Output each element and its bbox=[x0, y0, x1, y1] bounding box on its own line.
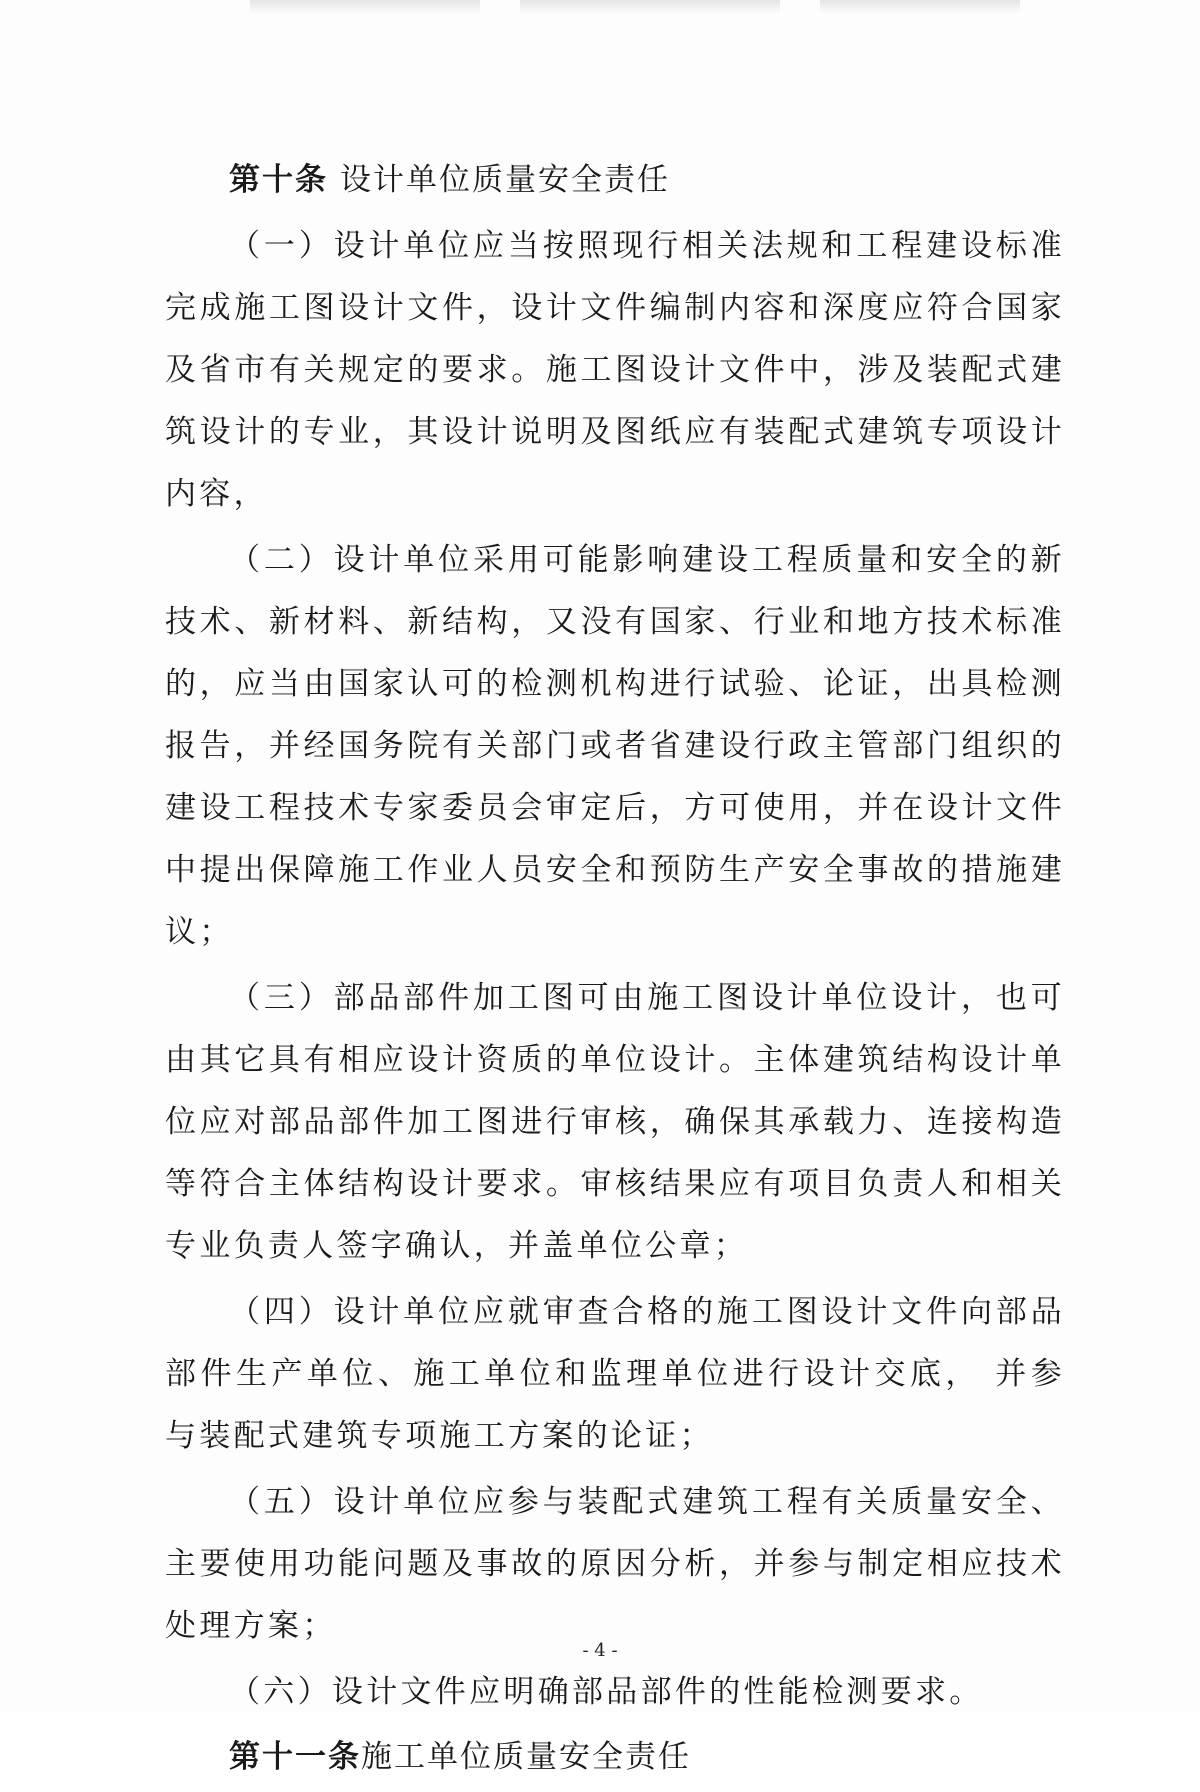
page-number: - 4 - bbox=[582, 1640, 618, 1661]
article-11-number: 第十一条 bbox=[229, 1739, 361, 1775]
article-10-clause-4: （四）设计单位应就审查合格的施工图设计文件向部品部件生产单位、施工单位和监理单位进行设计交底， 并参与装配式建筑专项施工方案的论证； bbox=[165, 1294, 1065, 1454]
article-10-heading bbox=[165, 150, 1065, 210]
article-11-title: 施工单位质量安全责任 bbox=[361, 1739, 691, 1775]
article-10-clause-3: （三）部品部件加工图可由施工图设计单位设计，也可由其它具有相应设计资质的单位设计。主体建筑结构设计单位应对部品部件加工图进行审核，确保其承载力、连接构造等符合主体结构设计要求。审核结果应有项目负责人和相关专业负责人签字确认，并盖单位公章； bbox=[165, 980, 1065, 1264]
article-10-title: 设计单位质量安全责任 bbox=[340, 162, 670, 198]
scan-artifact bbox=[520, 0, 780, 14]
document-body bbox=[165, 150, 1065, 1792]
article-10-clause-6: （六）设计文件应明确部品部件的性能检测要求。 bbox=[229, 1674, 984, 1710]
article-10-clause-1: （一）设计单位应当按照现行相关法规和工程建设标准完成施工图设计文件，设计文件编制内容和深度应符合国家及省市有关规定的要求。施工图设计文件中，涉及装配式建筑设计的专业，其设计说明及图纸应有装配式建筑专项设计内容， bbox=[165, 228, 1065, 512]
article-11-heading bbox=[165, 1727, 1065, 1787]
scan-artifact bbox=[820, 0, 1020, 14]
article-10-clause-2: （二）设计单位采用可能影响建设工程质量和安全的新技术、新材料、新结构，又没有国家、行业和地方技术标准的，应当由国家认可的检测机构进行试验、论证，出具检测报告，并经国务院有关部门或者省建设行政主管部门组织的建设工程技术专家委员会审定后，方可使用，并在设计文件中提出保障施工作业人员安全和预防生产安全事故的措施建议； bbox=[165, 542, 1065, 950]
article-10-number: 第十条 bbox=[229, 162, 328, 198]
article-10-clause-5: （五）设计单位应参与装配式建筑工程有关质量安全、主要使用功能问题及事故的原因分析，并参与制定相应技术处理方案； bbox=[165, 1484, 1065, 1644]
scan-artifact bbox=[250, 0, 480, 14]
